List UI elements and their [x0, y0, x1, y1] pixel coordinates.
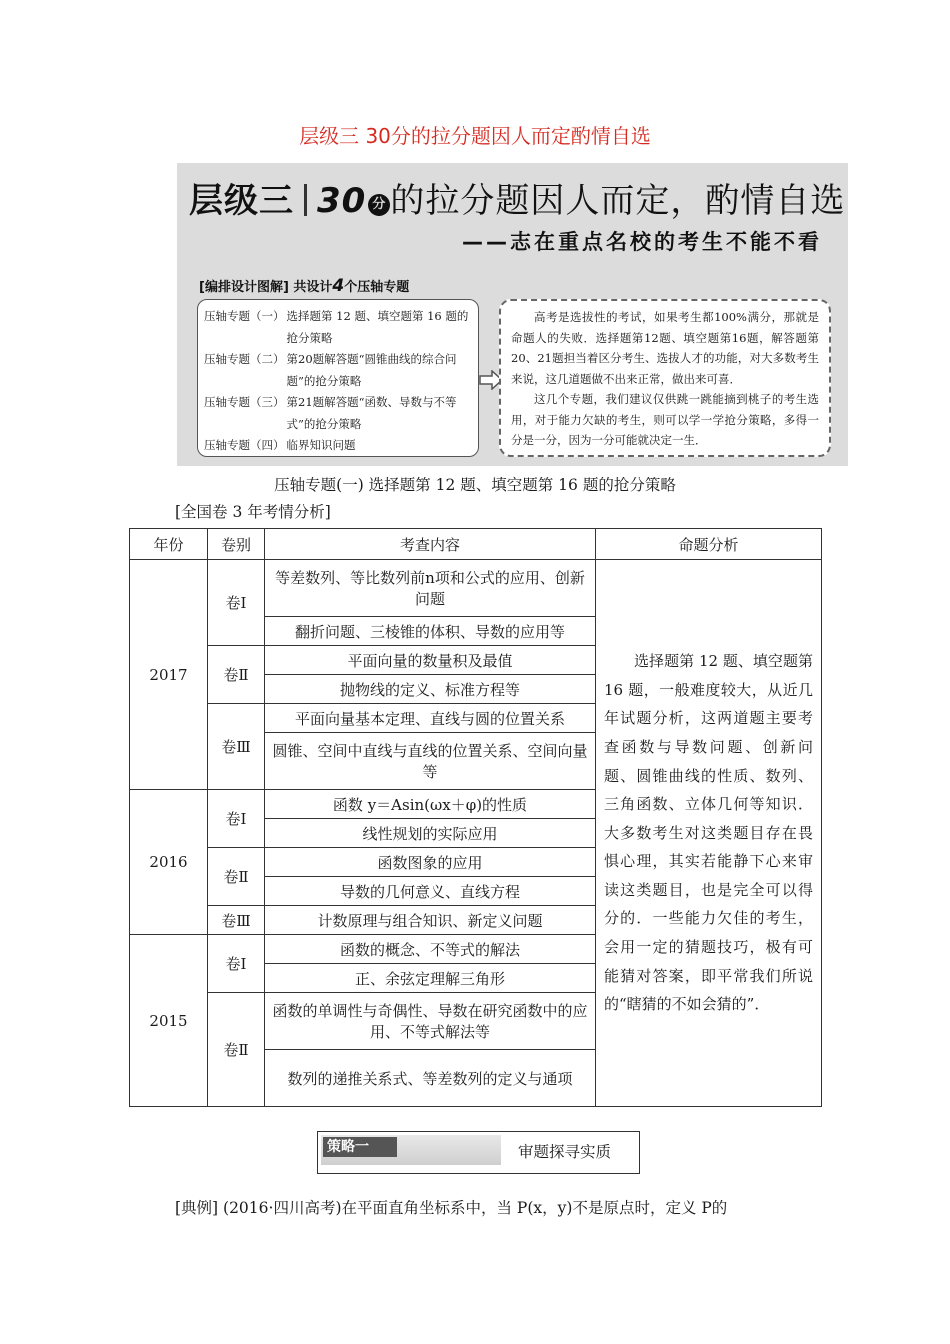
paper-cell: 卷Ⅱ [208, 848, 265, 906]
intro-box [499, 299, 831, 457]
content-cell: 翻折问题、三棱锥的体积、导数的应用等 [265, 617, 596, 646]
content-cell: 线性规划的实际应用 [265, 819, 596, 848]
exam-analysis-table [129, 528, 822, 1107]
intro-paragraph: 高考是选拔性的考试，如果考生都100%满分，那就是命题人的失败．选择题第12题、填空题第16题，解答题第20、21题担当着区分考生、选拔人才的功能，对大多数考生来说，这几道题做不出来正常，做出来可喜． [511, 310, 819, 386]
header-content: 考查内容 [265, 529, 596, 560]
banner-separator [304, 184, 307, 216]
design-label-text: [编排设计图解] 共设计 [199, 280, 333, 295]
source-tag: [全国卷 3 年考情分析] [175, 503, 331, 521]
banner-level: 层级三 [189, 181, 294, 221]
content-cell: 数列的递推关系式、等差数列的定义与通项 [265, 1050, 596, 1107]
banner-main-text: 的拉分题因人而定，酌情自选 [390, 181, 846, 221]
table-header-row [130, 529, 822, 560]
intro-paragraph: 这几个专题，我们建议仅供跳一跳能摘到桃子的考生选用，对于能力欠缺的考生，则可以学一学抢分策略，多得一分是一分，因为一分可能就决定一生． [511, 392, 819, 447]
content-cell: 函数的概念、不等式的解法 [265, 935, 596, 964]
strategy-tag [321, 1135, 501, 1165]
example-text: [典例] (2016·四川高考)在平面直角坐标系中，当 P(x，y)不是原点时，定义 P的 [175, 1199, 728, 1217]
content-cell: 正、余弦定理解三角形 [265, 964, 596, 993]
topic-key: 压轴专题（二） [204, 352, 285, 366]
year-cell: 2016 [130, 790, 208, 935]
header-year: 年份 [130, 529, 208, 560]
topic-value: 第20题解答题“圆锥曲线的综合问题”的抢分策略 [286, 352, 457, 388]
year-cell: 2017 [130, 560, 208, 790]
paper-cell: 卷Ⅰ [208, 790, 265, 848]
topic-key: 压轴专题（三） [204, 395, 285, 409]
content-cell: 圆锥、空间中直线与直线的位置关系、空间向量等 [265, 733, 596, 790]
topic-item [204, 435, 472, 457]
content-cell: 平面向量基本定理、直线与圆的位置关系 [265, 704, 596, 733]
topic-item [204, 392, 472, 435]
strategy-label: 策略一 [323, 1137, 397, 1157]
paper-cell: 卷Ⅰ [208, 560, 265, 646]
design-label [199, 276, 409, 296]
header-paper: 卷别 [208, 529, 265, 560]
paper-cell: 卷Ⅲ [208, 906, 265, 935]
paper-cell: 卷Ⅰ [208, 935, 265, 993]
topic-value: 临界知识问题 [286, 438, 356, 452]
year-cell: 2015 [130, 935, 208, 1107]
content-cell: 等差数列、等比数列前n项和公式的应用、创新问题 [265, 560, 596, 617]
banner-fen-badge: 分 [368, 194, 390, 216]
paper-cell: 卷Ⅱ [208, 993, 265, 1107]
banner-number: 30 [317, 181, 367, 221]
topic-list-box [197, 299, 479, 457]
content-cell: 函数图象的应用 [265, 848, 596, 877]
content-cell: 导数的几何意义、直线方程 [265, 877, 596, 906]
topic-key: 压轴专题（四） [204, 438, 285, 452]
design-label-number: 4 [332, 276, 345, 296]
content-cell: 函数的单调性与奇偶性、导数在研究函数中的应用、不等式解法等 [265, 993, 596, 1050]
paper-cell: 卷Ⅱ [208, 646, 265, 704]
strategy-text: 审题探寻实质 [518, 1143, 612, 1161]
topic-value: 选择题第 12 题、填空题第 16 题的抢分策略 [286, 309, 469, 345]
topic-item [204, 349, 472, 392]
header-analysis: 命题分析 [596, 529, 822, 560]
design-label-suffix: 个压轴专题 [344, 280, 410, 295]
section-title: 压轴专题(一) 选择题第 12 题、填空题第 16 题的抢分策略 [274, 476, 676, 494]
strategy-box [317, 1131, 640, 1174]
banner-heading [189, 173, 845, 222]
page-title: 层级三 30分的拉分题因人而定酌情自选 [299, 124, 651, 148]
analysis-cell: 选择题第 12 题、填空题第 16 题，一般难度较大，从近几年试题分析，这两道题主要考查函数与导数问题、创新问题、圆锥曲线的性质、数列、三角函数、立体几何等知识．大多数考生对这类题目存在畏惧心理，其实若能静下心来审读这类题目，也是完全可以得分的．一些能力欠佳的考生，会用一定的猜题技巧，极有可能猜对答案，即平常我们所说的“瞎猜的不如会猜的”． [596, 560, 822, 1107]
paper-cell: 卷Ⅲ [208, 704, 265, 790]
topic-item [204, 306, 472, 349]
chapter-banner [177, 163, 848, 466]
content-cell: 抛物线的定义、标准方程等 [265, 675, 596, 704]
content-cell: 平面向量的数量积及最值 [265, 646, 596, 675]
topic-value: 第21题解答题“函数、导数与不等式”的抢分策略 [286, 395, 457, 431]
content-cell: 计数原理与组合知识、新定义问题 [265, 906, 596, 935]
table-row [130, 560, 822, 617]
banner-subtitle: ——志在重点名校的考生不能不看 [462, 230, 822, 254]
content-cell: 函数 y＝Asin(ωx＋φ)的性质 [265, 790, 596, 819]
topic-key: 压轴专题（一） [204, 309, 285, 323]
